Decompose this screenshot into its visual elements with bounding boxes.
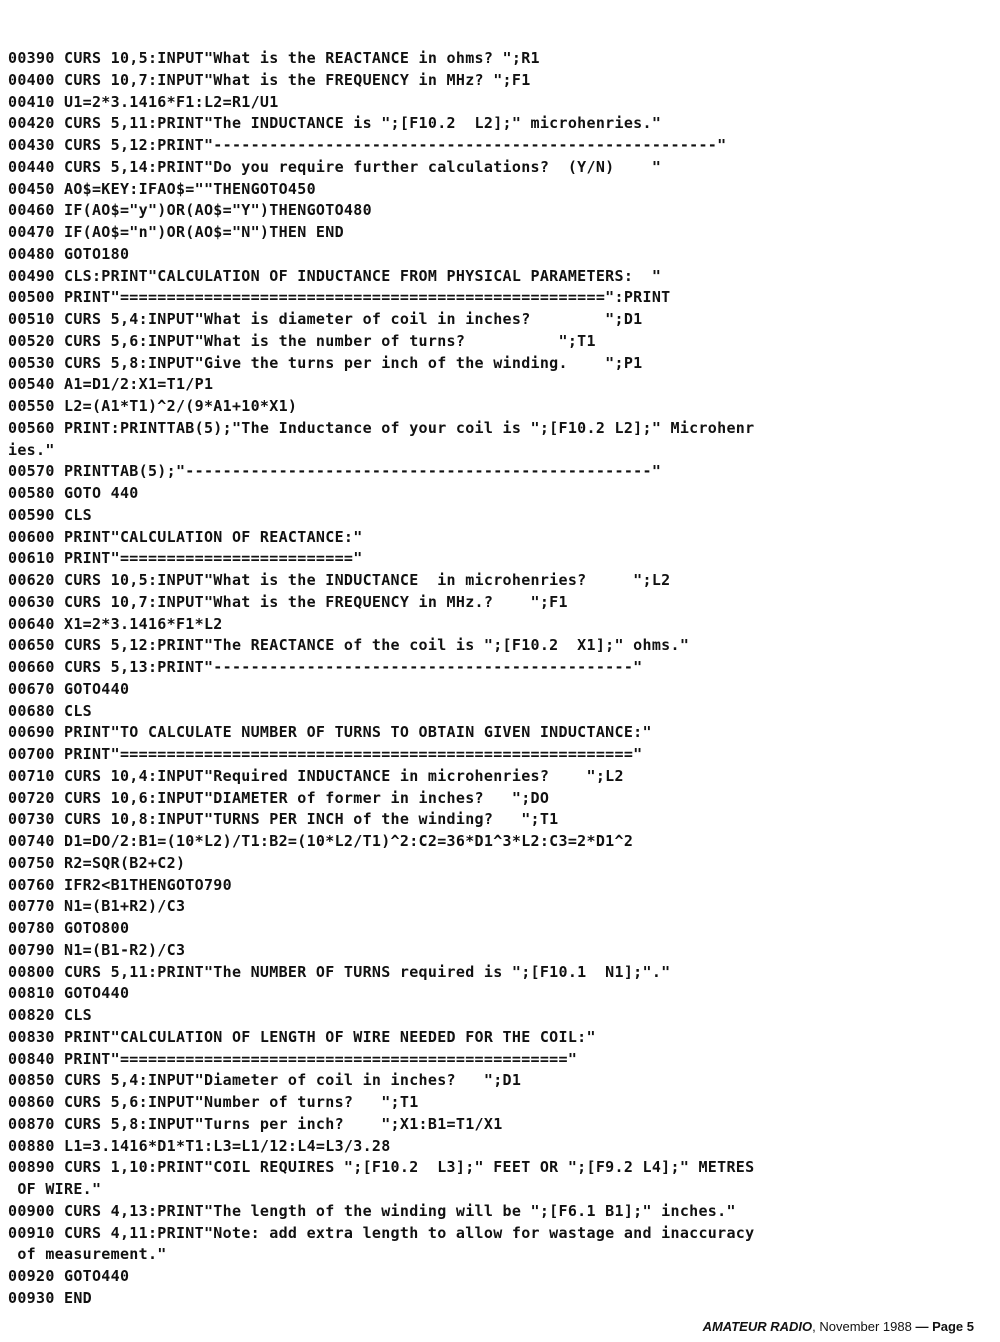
code-line: 00430 CURS 5,12:PRINT"------------------------------------------------------"	[8, 136, 727, 154]
code-line: 00450 AO$=KEY:IFAO$=""THENGOTO450	[8, 179, 316, 198]
code-line: 00510 CURS 5,4:INPUT"What is diameter of coil in inches? ";D1	[8, 310, 643, 328]
code-line: 00640 X1=2*3.1416*F1*L2	[8, 614, 223, 633]
code-line: 00870 CURS 5,8:INPUT"Turns per inch? ";X1:B1=T1/X1	[8, 1114, 503, 1133]
basic-listing	[8, 48, 994, 1310]
code-line: 00730 CURS 10,8:INPUT"TURNS PER INCH of the winding? ";T1	[8, 810, 559, 829]
code-line: 00800 CURS 5,11:PRINT"The NUMBER OF TURNS required is ";[F10.1 N1];"."	[8, 962, 671, 981]
code-line: 00630 CURS 10,7:INPUT"What is the FREQUENCY in MHz.? ";F1	[8, 592, 568, 611]
page-footer	[703, 1319, 974, 1334]
code-line: 00540 A1=D1/2:X1=T1/P1	[8, 375, 214, 394]
code-line: 00530 CURS 5,8:INPUT"Give the turns per inch of the winding. ";P1	[8, 353, 643, 372]
code-line: 00610 PRINT"========================="	[8, 549, 363, 568]
code-line: 00840 PRINT"================================================"	[8, 1049, 578, 1068]
code-line: 00750 R2=SQR(B2+C2)	[8, 853, 186, 872]
issue-date: , November 1988	[812, 1319, 912, 1334]
code-line: 00680 CLS	[8, 701, 92, 720]
code-line: 00790 N1=(B1-R2)/C3	[8, 940, 186, 959]
publication-name: AMATEUR RADIO	[702, 1319, 813, 1334]
code-line: 00900 CURS 4,13:PRINT"The length of the winding will be ";[F6.1 B1];" inches."	[8, 1201, 736, 1220]
code-line: 00620 CURS 10,5:INPUT"What is the INDUCTANCE in microhenries? ";L2	[8, 571, 671, 589]
code-line: 00920 GOTO440	[8, 1267, 130, 1285]
code-line: 00480 GOTO180	[8, 244, 130, 263]
code-line: 00550 L2=(A1*T1)^2/(9*A1+10*X1)	[8, 397, 298, 415]
code-line: 00440 CURS 5,14:PRINT"Do you require further calculations? (Y/N) "	[8, 157, 662, 176]
code-line: 00670 GOTO440	[8, 679, 130, 698]
code-line: of measurement."	[8, 1245, 167, 1264]
code-line: 00470 IF(AO$="n")OR(AO$="N")THEN END	[8, 223, 344, 241]
code-line: 00420 CURS 5,11:PRINT"The INDUCTANCE is ";[F10.2 L2];" microhenries."	[8, 114, 662, 133]
code-line: 00770 N1=(B1+R2)/C3	[8, 897, 186, 916]
code-line: 00520 CURS 5,6:INPUT"What is the number of turns? ";T1	[8, 331, 596, 350]
code-line: 00860 CURS 5,6:INPUT"Number of turns? ";T1	[8, 1093, 419, 1111]
code-line: OF WIRE."	[8, 1180, 102, 1198]
code-line: 00810 GOTO440	[8, 984, 130, 1003]
code-line: 00650 CURS 5,12:PRINT"The REACTANCE of the coil is ";[F10.2 X1];" ohms."	[8, 636, 690, 655]
code-line: 00780 GOTO800	[8, 919, 130, 937]
code-line: 00410 U1=2*3.1416*F1:L2=R1/U1	[8, 92, 279, 111]
code-line: 00820 CLS	[8, 1006, 92, 1024]
code-line: 00930 END	[8, 1288, 92, 1307]
code-line: 00710 CURS 10,4:INPUT"Required INDUCTANCE in microhenries? ";L2	[8, 766, 624, 785]
code-line: 00740 D1=DO/2:B1=(10*L2)/T1:B2=(10*L2/T1)^2:C2=36*D1^3*L2:C3=2*D1^2	[8, 832, 634, 850]
code-line: 00850 CURS 5,4:INPUT"Diameter of coil in inches? ";D1	[8, 1071, 522, 1090]
code-line: 00400 CURS 10,7:INPUT"What is the FREQUENCY in MHz? ";F1	[8, 70, 531, 89]
code-line: 00500 PRINT"====================================================":PRINT	[8, 288, 671, 307]
code-line: 00910 CURS 4,11:PRINT"Note: add extra length to allow for wastage and inaccuracy	[8, 1223, 755, 1242]
code-line: ies."	[8, 440, 55, 459]
code-line: 00460 IF(AO$="y")OR(AO$="Y")THENGOTO480	[8, 201, 372, 220]
code-line: 00760 IFR2<B1THENGOTO790	[8, 875, 232, 894]
code-line: 00660 CURS 5,13:PRINT"---------------------------------------------"	[8, 658, 643, 676]
code-line: 00600 PRINT"CALCULATION OF REACTANCE:"	[8, 527, 363, 546]
code-line: 00390 CURS 10,5:INPUT"What is the REACTANCE in ohms? ";R1	[8, 49, 540, 67]
code-line: 00690 PRINT"TO CALCULATE NUMBER OF TURNS TO OBTAIN GIVEN INDUCTANCE:"	[8, 723, 652, 742]
code-line: 00590 CLS	[8, 505, 92, 524]
code-line: 00490 CLS:PRINT"CALCULATION OF INDUCTANCE FROM PHYSICAL PARAMETERS: "	[8, 266, 662, 285]
code-line: 00830 PRINT"CALCULATION OF LENGTH OF WIRE NEEDED FOR THE COIL:"	[8, 1027, 596, 1046]
code-line: 00570 PRINTTAB(5);"--------------------------------------------------"	[8, 462, 662, 481]
code-line: 00700 PRINT"======================================================="	[8, 745, 643, 763]
code-line: 00880 L1=3.1416*D1*T1:L3=L1/12:L4=L3/3.28	[8, 1136, 391, 1155]
page-number: — Page 5	[911, 1319, 974, 1334]
code-line: 00720 CURS 10,6:INPUT"DIAMETER of former in inches? ";DO	[8, 788, 550, 807]
code-line: 00890 CURS 1,10:PRINT"COIL REQUIRES ";[F10.2 L3];" FEET OR ";[F9.2 L4];" METRES	[8, 1158, 755, 1177]
code-line: 00560 PRINT:PRINTTAB(5);"The Inductance of your coil is ";[F10.2 L2];" Microhenr	[8, 418, 755, 437]
code-line: 00580 GOTO 440	[8, 484, 139, 502]
